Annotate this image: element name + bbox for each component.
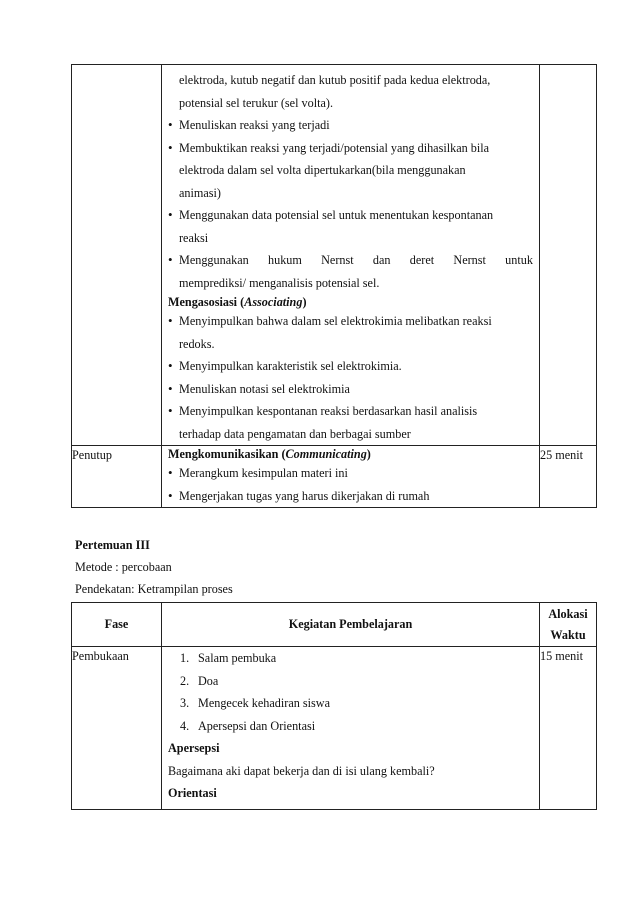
word: dan [372,253,391,267]
bullet-text: Merangkum kesimpulan materi ini [179,466,348,480]
text-line: elektroda dalam sel volta dipertukarkan(bila menggunakan [179,163,466,177]
fase-cell: Penutup [72,446,162,508]
text-line: potensial sel terukur (sel volta). [179,95,333,110]
bullet-text: Menyimpulkan kespontanan reaksi berdasarkan hasil analisis [179,404,478,418]
bullet-text: Membuktikan reaksi yang terjadi/potensial yang dihasilkan bila [179,140,490,155]
list-item [162,400,539,423]
alokasi-cell: 25 menit [540,446,597,508]
activity-table-pertemuan-3 [71,602,597,810]
table-row [72,65,597,446]
bullet-text: Menggunakan data potensial sel untuk menentukan kespontanan [179,208,494,222]
pendekatan-text: Pendekatan: Ketrampilan proses [75,582,233,596]
word: deret [409,253,435,267]
orientasi-heading: Orientasi [168,786,217,800]
text-line: reaksi [179,230,209,245]
list-item [162,249,539,272]
list-item [162,378,539,401]
apersepsi-heading: Apersepsi [168,741,220,755]
kegiatan-cell [162,65,540,446]
kegiatan-cell [162,446,540,508]
fase-cell: Pembukaan [72,647,162,810]
list-item: 3. Mengecek kehadiran siswa [180,696,330,710]
header-alokasi: Alokasi Waktu [540,603,597,647]
fase-cell [72,65,162,446]
header-kegiatan: Kegiatan Pembelajaran [162,603,540,647]
list-item [162,114,539,137]
text-line: animasi) [179,185,221,200]
list-item [162,204,539,227]
list-item [162,137,539,160]
text-line: elektroda, kutub negatif dan kutub positif pada kedua elektroda, [179,73,491,87]
metode-text: Metode : percobaan [75,560,172,574]
bullet-text: Menuliskan notasi sel elektrokimia [179,381,350,396]
list-item: 2. Doa [180,673,219,688]
alokasi-cell [540,65,597,446]
activity-table-continued [71,64,597,508]
alokasi-cell: 15 menit [540,647,597,810]
text-line: memprediksi/ menganalisis potensial sel. [179,275,380,290]
word: untuk [505,253,533,267]
section-heading: Mengkomunikasikan (Communicating) [168,447,371,461]
text-line: terhadap data pengamatan dan berbagai sumber [179,426,411,441]
word: • Menggunakan [179,253,249,267]
bullet-text: Menyimpulkan karakteristik sel elektrokimia. [179,359,402,373]
apersepsi-text: Bagaimana aki dapat bekerja dan di isi ulang kembali? [168,763,435,778]
list-item [162,310,539,333]
word: Nernst [453,253,486,267]
list-item: 4. Apersepsi dan Orientasi [180,718,316,733]
bullet-text: Menyimpulkan bahwa dalam sel elektrokimia melibatkan reaksi [179,314,492,328]
list-item: 1. Salam pembuka [180,651,277,665]
text-line: redoks. [179,336,215,351]
word: hukum [268,253,302,267]
meeting-title: Pertemuan III [75,538,150,552]
kegiatan-cell [162,647,540,810]
header-fase: Fase [72,603,162,647]
word: Nernst [321,253,354,267]
table-row [72,647,597,810]
bullet-text: Mengerjakan tugas yang harus dikerjakan di rumah [179,488,430,503]
table-header-row [72,603,597,647]
bullet-text: Menuliskan reaksi yang terjadi [179,118,330,132]
table-row [72,446,597,508]
section-heading: Mengasosiasi (Associating) [168,295,307,309]
list-item [162,485,539,508]
justified-line [179,249,539,272]
list-item [162,355,539,378]
list-item [162,462,539,485]
